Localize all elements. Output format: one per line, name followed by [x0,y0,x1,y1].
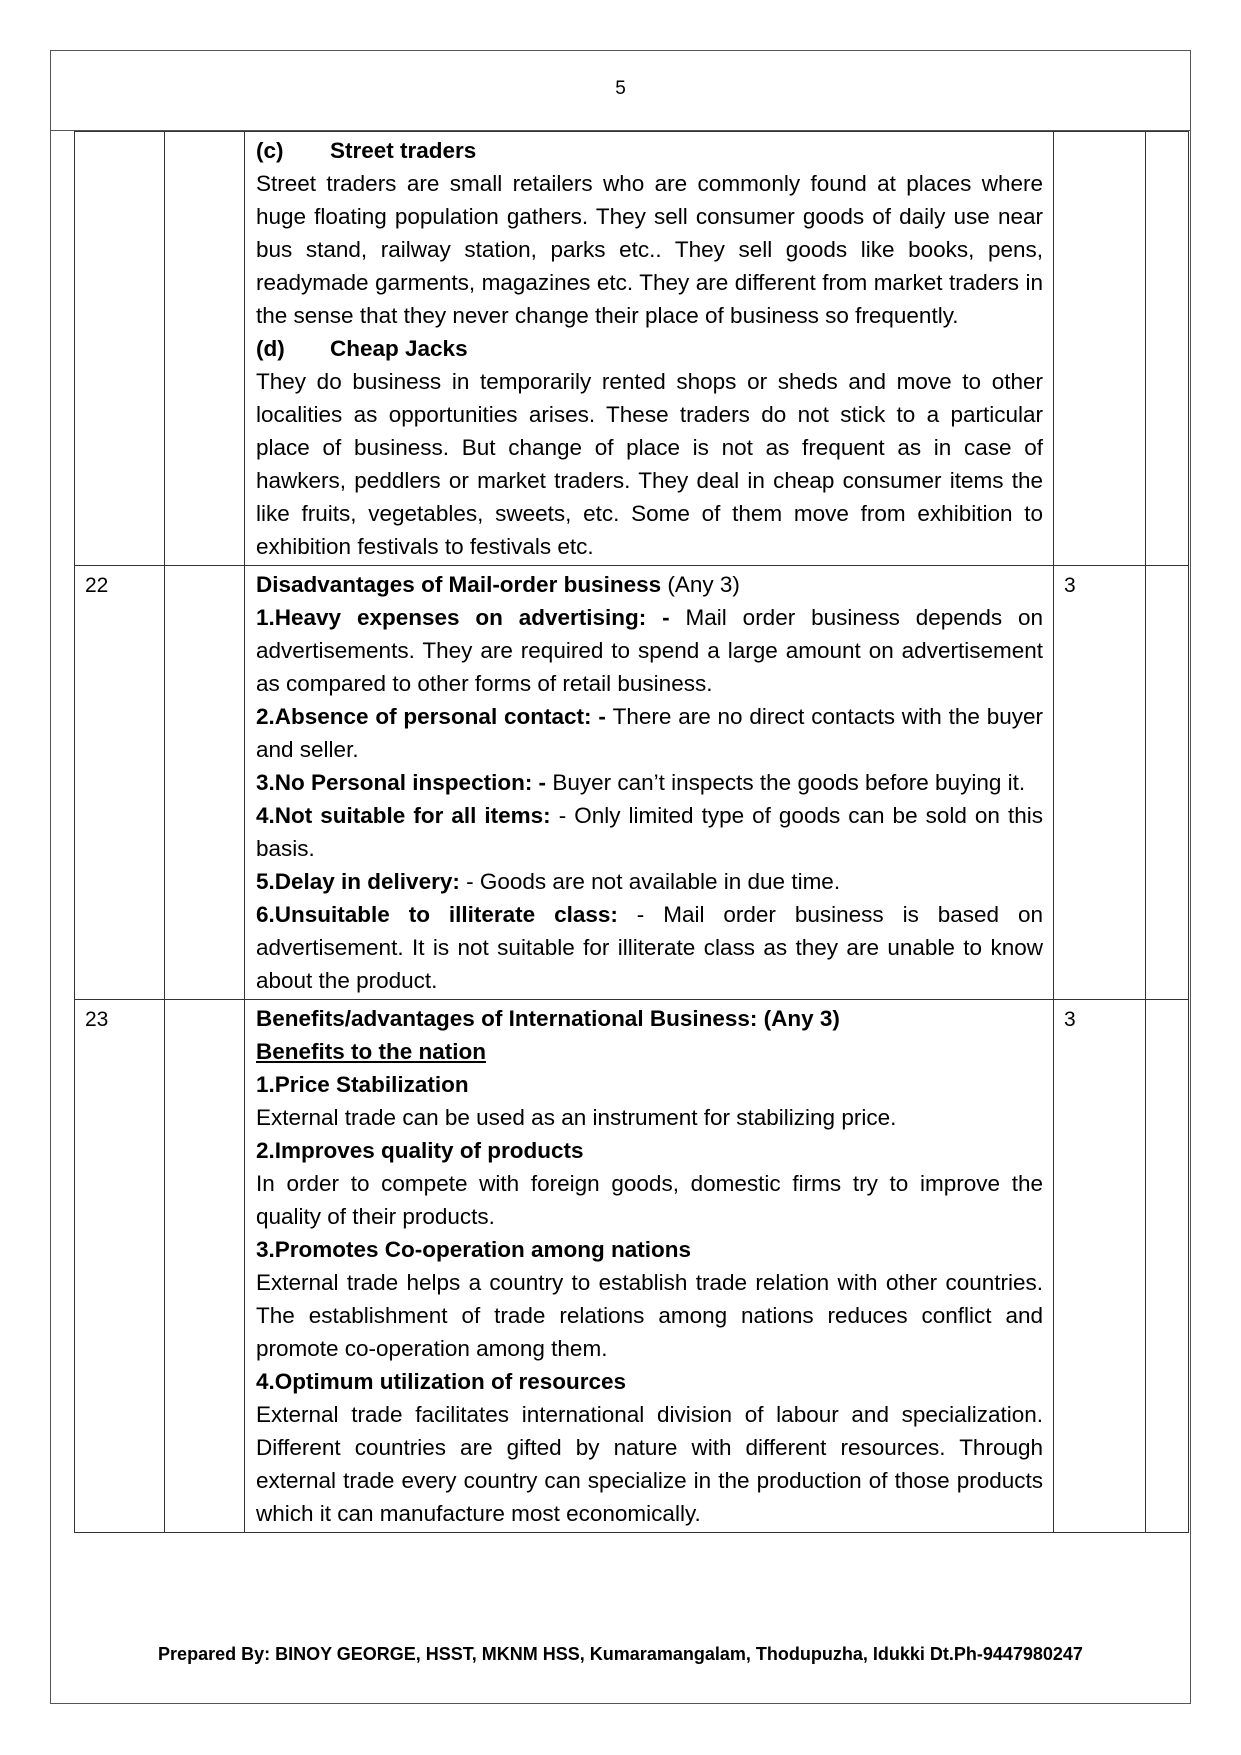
section-heading: (d) Cheap Jacks [256,336,468,361]
remarks-cell [1146,1000,1189,1533]
point-text: External trade facilitates international division of labour and specialization. Different countries are gifted by nature with different resources. Through external trade every country can specialize in the production of those products which it can manufacture most economically. [256,1402,1043,1526]
point: 4.Not suitable for all items: - Only limited type of goods can be sold on this basis. [256,803,1043,861]
score-cell: 3 [1054,566,1146,1000]
point-title: 2.Improves quality of products [256,1138,584,1163]
point: 1.Heavy expenses on advertising: - Mail order business depends on advertisements. They are required to spend a large amount on advertisement as compared to other forms of retail business. [256,605,1043,696]
answer-key-table [74,131,1189,1533]
page-number: 5 [615,78,626,99]
score-cell: 3 [1054,1000,1146,1533]
point-title: 3.Promotes Co-operation among nations [256,1237,692,1262]
remarks-cell [1146,132,1189,566]
sub-question-cell [165,132,245,566]
point-title: 4.Optimum utilization of resources [256,1369,627,1394]
question-heading: Disadvantages of Mail-order business (Any 3) [256,572,740,597]
point: 3.No Personal inspection: - Buyer can’t inspects the goods before buying it. [256,770,1026,795]
sub-question-cell [165,566,245,1000]
point: 5.Delay in delivery: - Goods are not available in due time. [256,869,841,894]
footer-credit: Prepared By: BINOY GEORGE, HSST, MKNM HSS, Kumaramangalam, Thodupuzha, Idukki Dt.Ph-9447980247 [158,1644,1083,1664]
answer-cell [245,1000,1054,1533]
question-number-cell: 23 [75,1000,165,1533]
answer-cell [245,566,1054,1000]
table-row [75,1000,1189,1533]
section-text: Street traders are small retailers who are commonly found at places where huge floating population gathers. They sell consumer goods of daily use near bus stand, railway station, parks etc.. They sell goods like books, pens, readymade garments, magazines etc. They are different from market traders in the sense that they never change their place of business so frequently. [256,171,1043,328]
answer-cell [245,132,1054,566]
section-text: They do business in temporarily rented shops or sheds and move to other localities as opportunities arises. These traders do not stick to a particular place of business. But change of place is not as frequent as in case of hawkers, peddlers or market traders. They deal in cheap consumer items the like fruits, vegetables, sweets, etc. Some of them move from exhibition to exhibition festivals to festivals etc. [256,369,1043,559]
point-text: External trade helps a country to establish trade relation with other countries. The establishment of trade relations among nations reduces conflict and promote co-operation among them. [256,1270,1043,1361]
question-heading: Benefits/advantages of International Business: (Any 3) [256,1006,840,1031]
point: 2.Absence of personal contact: - There are no direct contacts with the buyer and seller. [256,704,1044,762]
section-heading: (c) Street traders [256,138,477,163]
sub-heading: Benefits to the nation [256,1039,486,1064]
table-row [75,566,1189,1000]
point-text: In order to compete with foreign goods, domestic firms try to improve the quality of their products. [256,1171,1043,1229]
point-text: External trade can be used as an instrument for stabilizing price. [256,1105,897,1130]
point: 6.Unsuitable to illiterate class: - Mail order business is based on advertisement. It is not suitable for illiterate class as they are unable to know about the product. [256,902,1043,993]
table-row [75,132,1189,566]
remarks-cell [1146,566,1189,1000]
point-title: 1.Price Stabilization [256,1072,469,1097]
question-number-cell: 22 [75,566,165,1000]
score-cell [1054,132,1146,566]
sub-question-cell [165,1000,245,1533]
question-number-cell [75,132,165,566]
